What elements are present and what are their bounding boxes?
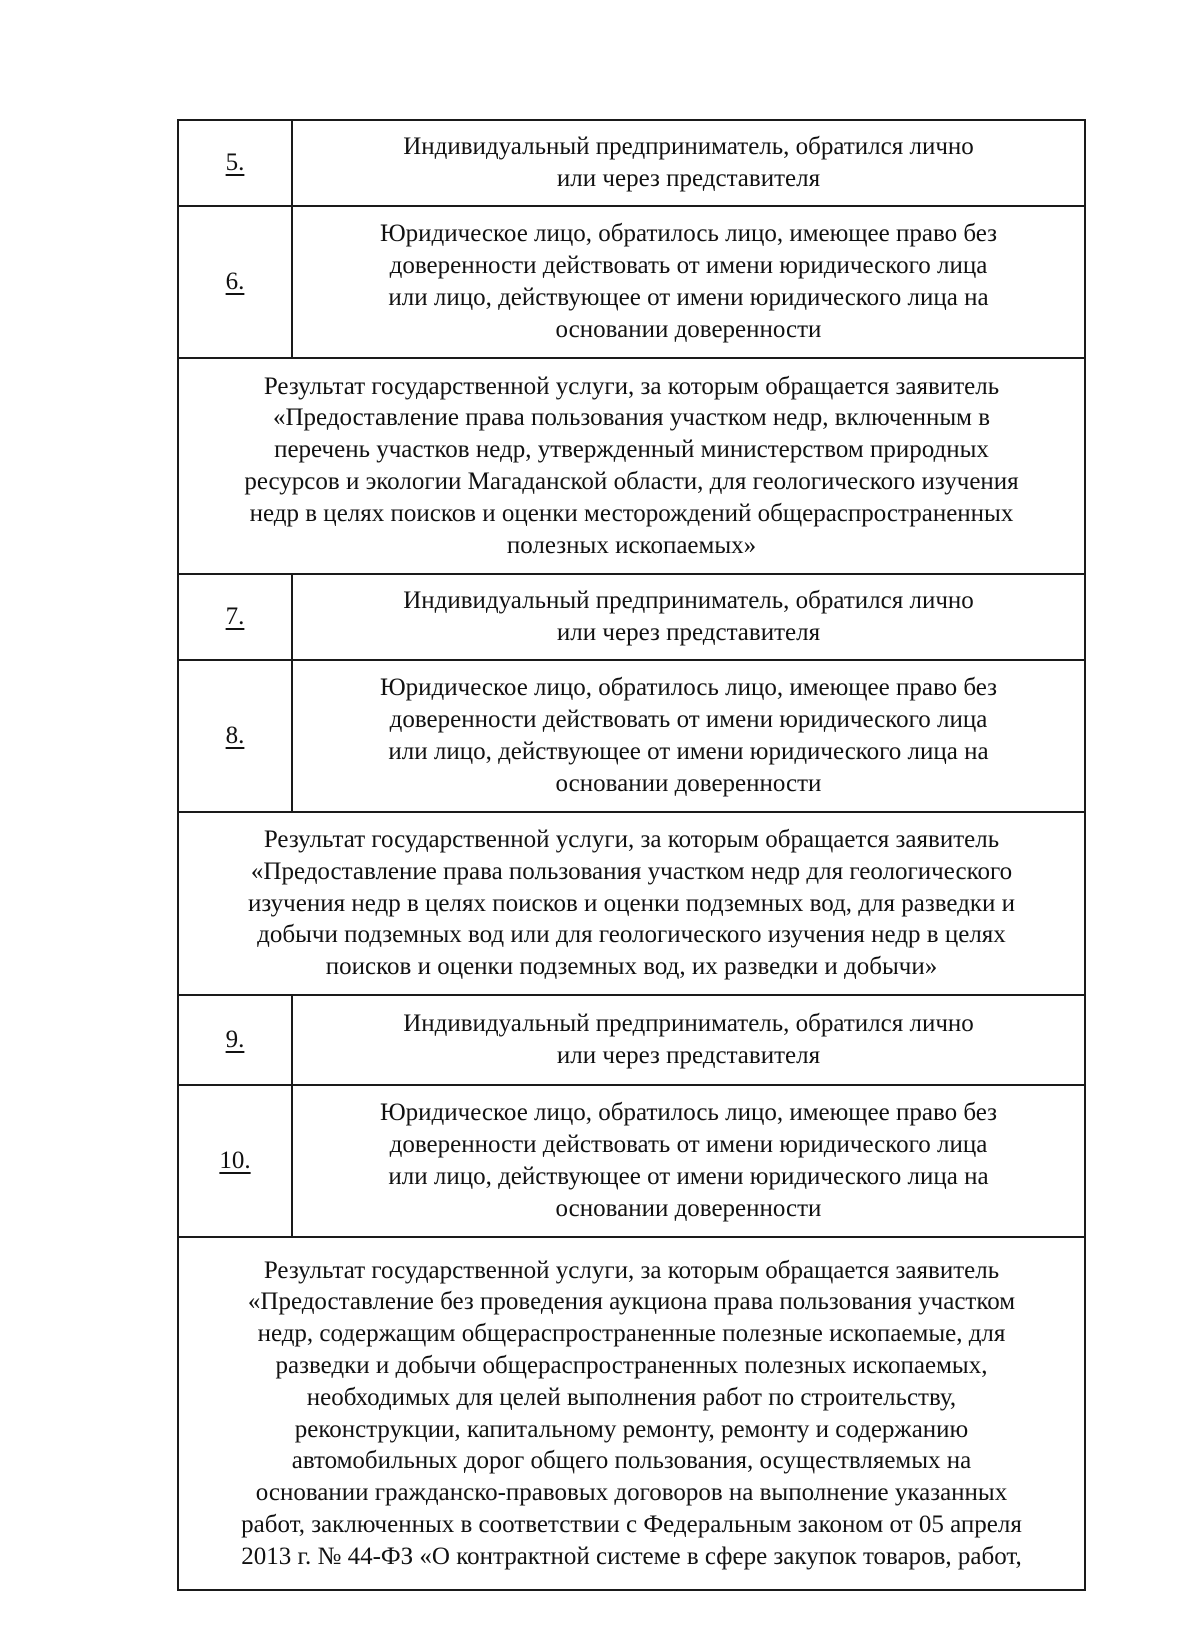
section-heading-row: [179, 813, 1084, 996]
row-text: Индивидуальный предприниматель, обратился лично или через представителя: [403, 1010, 974, 1069]
section-heading-row: [179, 359, 1084, 575]
row-number: 10.: [179, 1086, 293, 1236]
section-heading: Результат государственной услуги, за которым обращается заявитель «Предоставление без проведения аукциона права пользования участком недр, содержащим общераспространенные полезные ископаемые, для разведки и добычи общераспространенных полезных ископаемых, необходимых для целей выполнения работ по строительству, реконструкции, капитальному ремонту, ремонту и содержанию автомобильных дорог общего пользования, осуществляемых на основании гражданско-правовых договоров на выполнение указанных работ, заключенных в соответствии с Федеральным законом от 05 апреля 2013 г. № 44-ФЗ «О контрактной системе в сфере закупок товаров, работ,: [241, 1256, 1022, 1570]
table-row: [179, 575, 1084, 661]
row-text: Юридическое лицо, обратилось лицо, имеющее право без доверенности действовать от имени юридического лица или лицо, действующее от имени юридического лица на основании доверенности: [379, 220, 998, 343]
row-number: 9.: [179, 996, 293, 1084]
table-row: [179, 1086, 1084, 1238]
row-text: Юридическое лицо, обратилось лицо, имеющее право без доверенности действовать от имени юридического лица или лицо, действующее от имени юридического лица на основании доверенности: [379, 1099, 998, 1222]
document-table: [177, 119, 1086, 1591]
table-row: [179, 661, 1084, 813]
row-number: 5.: [179, 121, 293, 205]
row-text: Индивидуальный предприниматель, обратился лично или через представителя: [403, 587, 974, 646]
section-heading: Результат государственной услуги, за которым обращается заявитель «Предоставление права пользования участком недр, включенным в перечень участков недр, утвержденный министерством природных ресурсов и экологии Магаданской области, для геологического изучения недр в целях поисков и оценки месторождений общераспространенных полезных ископаемых»: [244, 372, 1019, 559]
section-heading: Результат государственной услуги, за которым обращается заявитель «Предоставление права пользования участком недр для геологического изучения недр в целях поисков и оценки подземных вод, для разведки и добычи подземных вод или для геологического изучения недр в целях поисков и оценки подземных вод, их разведки и добычи»: [247, 826, 1016, 981]
table-row: [179, 121, 1084, 207]
table-row: [179, 207, 1084, 359]
row-number: 8.: [179, 661, 293, 811]
row-text: Индивидуальный предприниматель, обратился лично или через представителя: [403, 133, 974, 192]
section-heading-row: [179, 1238, 1084, 1589]
table-row: [179, 996, 1084, 1086]
row-text: Юридическое лицо, обратилось лицо, имеющее право без доверенности действовать от имени юридического лица или лицо, действующее от имени юридического лица на основании доверенности: [379, 674, 998, 797]
row-number: 7.: [179, 575, 293, 659]
row-number: 6.: [179, 207, 293, 357]
